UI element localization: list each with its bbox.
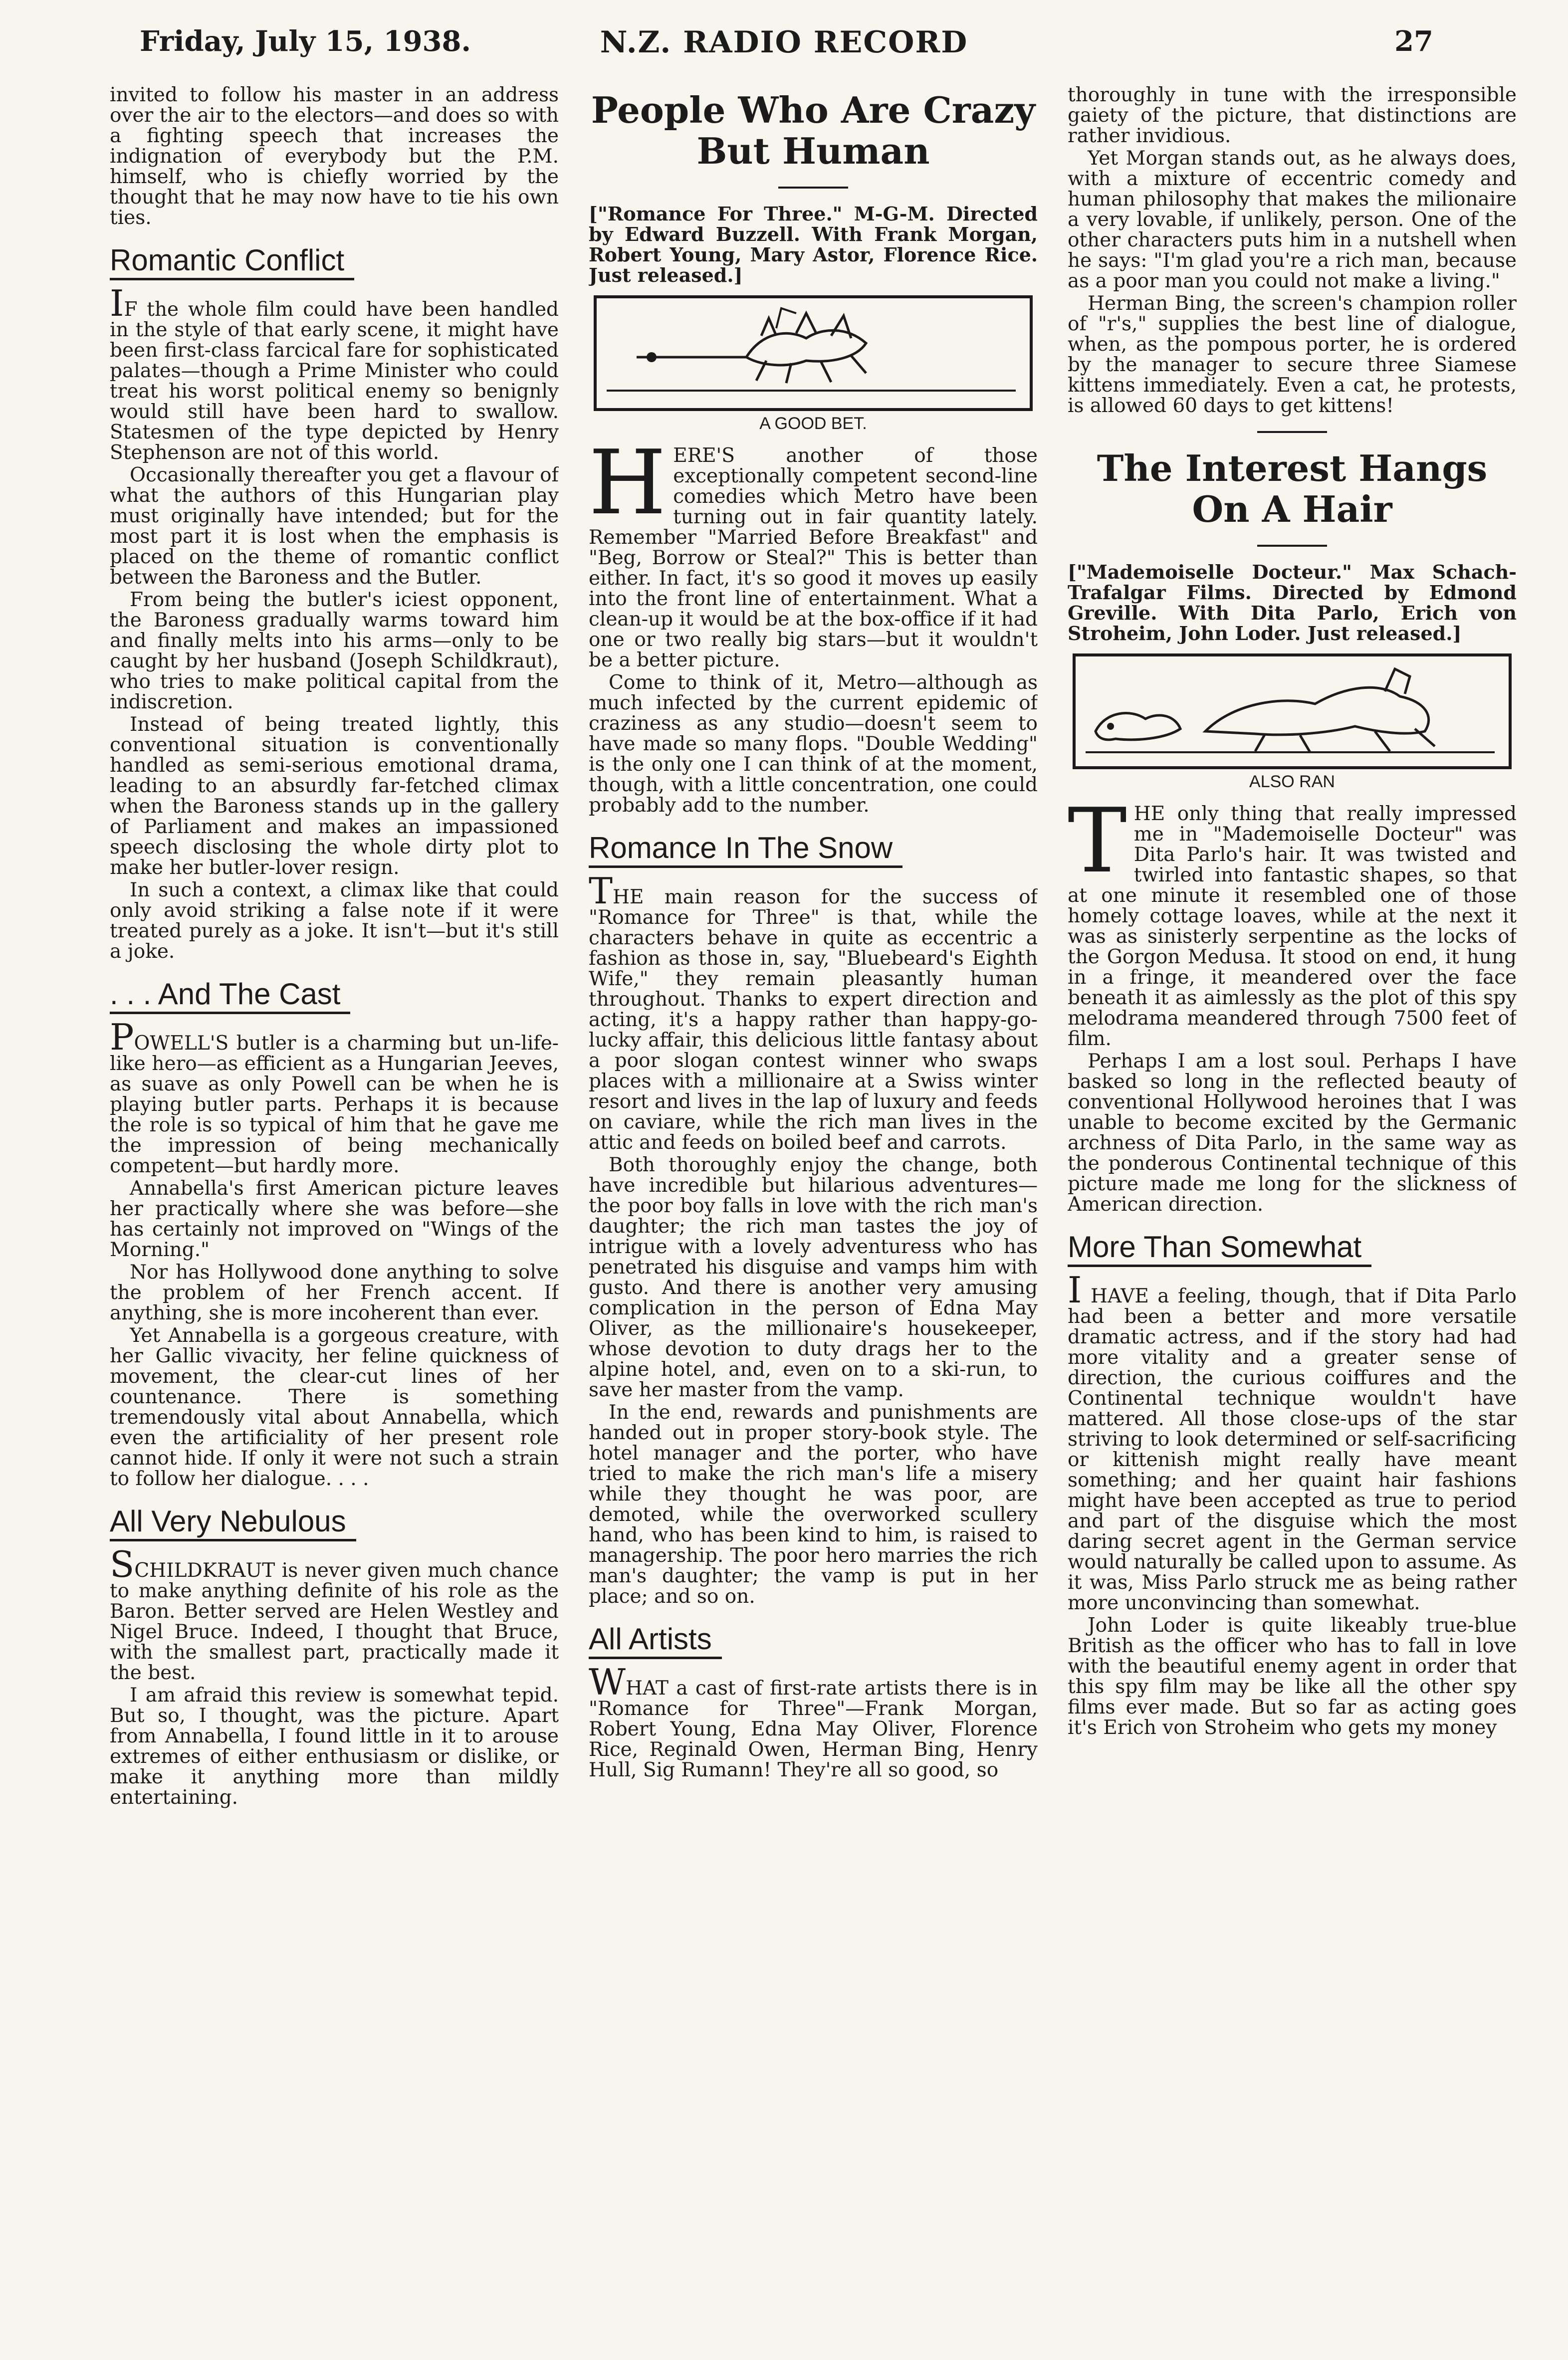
paragraph: Annabella's first American picture leaves her practically where she was before—she has certainly not improved on "Wings of the Morning." bbox=[110, 1177, 559, 1261]
issue-date: Friday, July 15, 1938. bbox=[140, 25, 471, 58]
film-credits: ["Mademoiselle Docteur." Max Schach-Trafalgar Films. Directed by Edmond Greville. With Dita Parlo, Erich von Stroheim, John Loder. Just released.] bbox=[1068, 561, 1517, 644]
subheading-romance-in-the-snow: Romance In The Snow bbox=[589, 831, 902, 868]
paragraph: POWELL'S butler is a charming but un-life-like hero—as efficient as a Hungarian Jeeves, as suave as only Powell can be when he is playing butler parts. Perhaps it is because the role is so typical of him that he gave me the impression of being mechanically competent—but hardly more. bbox=[110, 1016, 559, 1177]
paragraph: Yet Annabella is a gorgeous creature, with her Gallic vivacity, her feline quickness of movement, the clear-cut lines of her countenance. There is something tremendously vital about Annabella, which even the artificiality of her present role cannot hide. If only it were not such a strain to follow her dialogue. . . . bbox=[110, 1324, 559, 1490]
paragraph: IF the whole film could have been handled in the style of that early scene, it might have been first-class farcical fare for sophisticated palates—though a Prime Minister who could treat his worst political enemy so benignly would still have been hard to swallow. Statesmen of the type depicted by Henry Stephenson are not of this world. bbox=[110, 282, 559, 464]
column-3 bbox=[1068, 85, 1517, 2330]
subheading-and-the-cast: . . . And The Cast bbox=[110, 977, 350, 1014]
paragraph: In the end, rewards and punishments are handed out in proper story-book style. The hotel manager and the porter, who have tried to make the rich man's life a misery while they thought he was poor, are demoted, while the overworked scullery hand, who has been kind to him, is raised to managership. The poor hero marries the rich man's daughter; the vamp is put in her place; and so on. bbox=[589, 1401, 1038, 1608]
divider-rule bbox=[1257, 431, 1327, 433]
page-header bbox=[100, 20, 1468, 65]
article-headline: People Who Are Crazy But Human bbox=[591, 89, 1036, 172]
paragraph: SCHILDKRAUT is never given much chance to make anything definite of his role as the Baron. Better served are Helen Westley and Nigel Bruce. Indeed, I thought that Bruce, with the smallest part, practically made it the best. bbox=[110, 1543, 559, 1684]
paragraph: Both thoroughly enjoy the change, both have incredible but hilarious adventures—the poor boy falls in love with the rich man's daughter; the rich man tastes the joy of intrigue with a lovely adventuress who has penetrated his disguise and vamps him with gusto. And there is another very amusing complication in the person of Edna May Oliver, as the millionaire's housekeeper, whose devotion to duty drags her to the alpine hotel, and, even on to a ski-run, to save her master from the vamp. bbox=[589, 1154, 1038, 1401]
paragraph: I am afraid this review is somewhat tepid. But so, I thought, was the picture. Apart from Annabella, I found little in it to arouse extremes of either enthusiasm or dislike, or make it anything more than mildly entertaining. bbox=[110, 1684, 559, 1809]
paragraph: invited to follow his master in an address over the air to the electors—and does so with a fighting speech that increases the indignation of everybody but the P.M. himself, who is chiefly worried by the thought that he may now have to tie his own ties. bbox=[110, 85, 559, 229]
column-2 bbox=[589, 85, 1038, 2330]
paragraph: I HAVE a feeling, though, that if Dita Parlo had been a better and more versatile dramatic actress, and if the story had had more vitality and a greater sense of direction, the curious coiffures and the Continental technique wouldn't have mattered. All those close-ups of the star striving to look determined or self-sacrificing or kittenish might really have meant something; and her quaint hair fashions might have been accepted as true to period and part of the disguise which the most daring secret agent in the German service would naturally be called upon to assume. As it was, Miss Parlo struck me as being rather more unconvincing than somewhat. bbox=[1068, 1269, 1517, 1614]
paragraph: THE only thing that really impressed me in "Mademoiselle Docteur" was Dita Parlo's hair. It was twisted and twirled into fantastic shapes, so that at one minute it resembled one of those homely cottage loaves, while at the next it was as sinisterly serpentine as the locks of the Gorgon Medusa. It stood on end, it hung in a fringe, it meandered over the face beneath it as aimlessly as the plot of this spy melodrama meandered through 7500 feet of film. bbox=[1068, 789, 1517, 1050]
paragraph: John Loder is quite likeably true-blue British as the officer who has to fall in love with the beautiful enemy agent in order that this spy film may be like all the other spy films ever made. But so far as acting goes it's Erich von Stroheim who gets my money bbox=[1068, 1614, 1517, 1739]
paragraph: THE main reason for the success of "Romance for Three" is that, while the characters behave in quite as eccentric a fashion as those in, say, "Bluebeard's Eighth Wife," they remain pleasantly human throughout. Thanks to expert direction and acting, it's a happy rather than happy-go-lucky affair, this delicious little fantasy about a poor slogan contest winner who swaps places with a millionaire at a Swiss winter resort and lives in the lap of luxury and feeds on caviare, while the rich man lives in the attic and feeds on boiled beef and carrots. bbox=[589, 870, 1038, 1154]
publication-title: N.Z. RADIO RECORD bbox=[600, 25, 968, 60]
column-1 bbox=[110, 85, 559, 2330]
horse-race-cartoon bbox=[597, 298, 1030, 402]
paragraph: WHAT a cast of first-rate artists there is in "Romance for Three"—Frank Morgan, Robert Young, Edna May Oliver, Florence Rice, Reginald Owen, Herman Bing, Henry Hull, Sig Rumann! They're all so good, so bbox=[589, 1661, 1038, 1781]
paragraph: Yet Morgan stands out, as he always does, with a mixture of eccentric comedy and human philosophy that makes the milionaire a very lovable, if unlikely, person. One of the other characters puts him in a nutshell when he says: "I'm glad you're a rich man, because as a poor man you could not make a living." bbox=[1068, 147, 1517, 292]
subheading-all-very-nebulous: All Very Nebulous bbox=[110, 1504, 356, 1541]
paragraph: Perhaps I am a lost soul. Perhaps I have basked so long in the reflected beauty of conventional Hollywood heroines that I was unable to become excited by the Germanic archness of Dita Parlo, in the same way as the ponderous Continental technique of this picture made me long for the slickness of American direction. bbox=[1068, 1050, 1517, 1216]
paragraph: Herman Bing, the screen's champion roller of "r's," supplies the best line of dialogue, when, as the pompous porter, he is ordered by the manager to secure three Siamese kittens immediately. Even a cat, he protests, is allowed 60 days to get kittens! bbox=[1068, 292, 1517, 417]
paragraph: Instead of being treated lightly, this conventional situation is conventionally handled as semi-serious emotional drama, leading to an absurdly far-fetched climax when the Baroness stands up in the gallery of Parliament and makes an impassioned speech disclosing the whole dirty plot to make her butler-lover resign. bbox=[110, 713, 559, 879]
subheading-romantic-conflict: Romantic Conflict bbox=[110, 243, 354, 280]
subheading-all-artists: All Artists bbox=[589, 1622, 722, 1659]
paragraph: From being the butler's iciest opponent, the Baroness gradually warms toward him and finally melts into his arms—only to be caught by her husband (Joseph Schildkraut), who tries to make political capital from the indiscretion. bbox=[110, 589, 559, 713]
paragraph: thoroughly in tune with the irresponsible gaiety of the picture, that distinctions are rather invidious. bbox=[1068, 85, 1517, 147]
paragraph: Come to think of it, Metro—although as much infected by the current epidemic of craziness as any studio—doesn't seem to have made so many flops. "Double Wedding" is the only one I can think of at the moment, though, with a little concentration, one could probably add to the number. bbox=[589, 671, 1038, 817]
cartoon-illustration bbox=[594, 295, 1033, 411]
horse-and-dog-cartoon bbox=[1076, 656, 1509, 760]
paragraph: HERE'S another of those exceptionally competent second-line comedies which Metro have been turning out in fair quantity lately. Remember "Married Before Breakfast" and "Beg, Borrow or Steal?" This is better than either. In fact, it's so good it moves up easily into the front line of entertainment. What a clean-up it would be at the box-office if it had one or two really big stars—but it wouldn't be a better picture. bbox=[589, 431, 1038, 671]
cartoon-caption: ALSO RAN bbox=[1249, 772, 1335, 791]
divider-rule bbox=[1257, 545, 1327, 547]
page-number: 27 bbox=[1394, 25, 1433, 58]
paragraph: Occasionally thereafter you get a flavour of what the authors of this Hungarian play must originally have intended; but for the most part it is lost when the emphasis is placed on the theme of romantic conflict between the Baroness and the Butler. bbox=[110, 464, 559, 589]
paragraph: Nor has Hollywood done anything to solve the problem of her French accent. If anything, she is more incoherent than ever. bbox=[110, 1261, 559, 1324]
film-credits: ["Romance For Three." M-G-M. Directed by Edward Buzzell. With Frank Morgan, Robert Young, Mary Astor, Florence Rice. Just released.] bbox=[589, 203, 1038, 286]
article-headline: The Interest Hangs On A Hair bbox=[1097, 447, 1488, 530]
cartoon-illustration bbox=[1073, 653, 1512, 769]
divider-rule bbox=[778, 187, 848, 189]
cartoon-caption: A GOOD BET. bbox=[759, 414, 867, 433]
paragraph: In such a context, a climax like that could only avoid striking a false note if it were treated purely as a joke. It isn't—but it's still a joke. bbox=[110, 879, 559, 963]
subheading-more-than-somewhat: More Than Somewhat bbox=[1068, 1230, 1371, 1267]
